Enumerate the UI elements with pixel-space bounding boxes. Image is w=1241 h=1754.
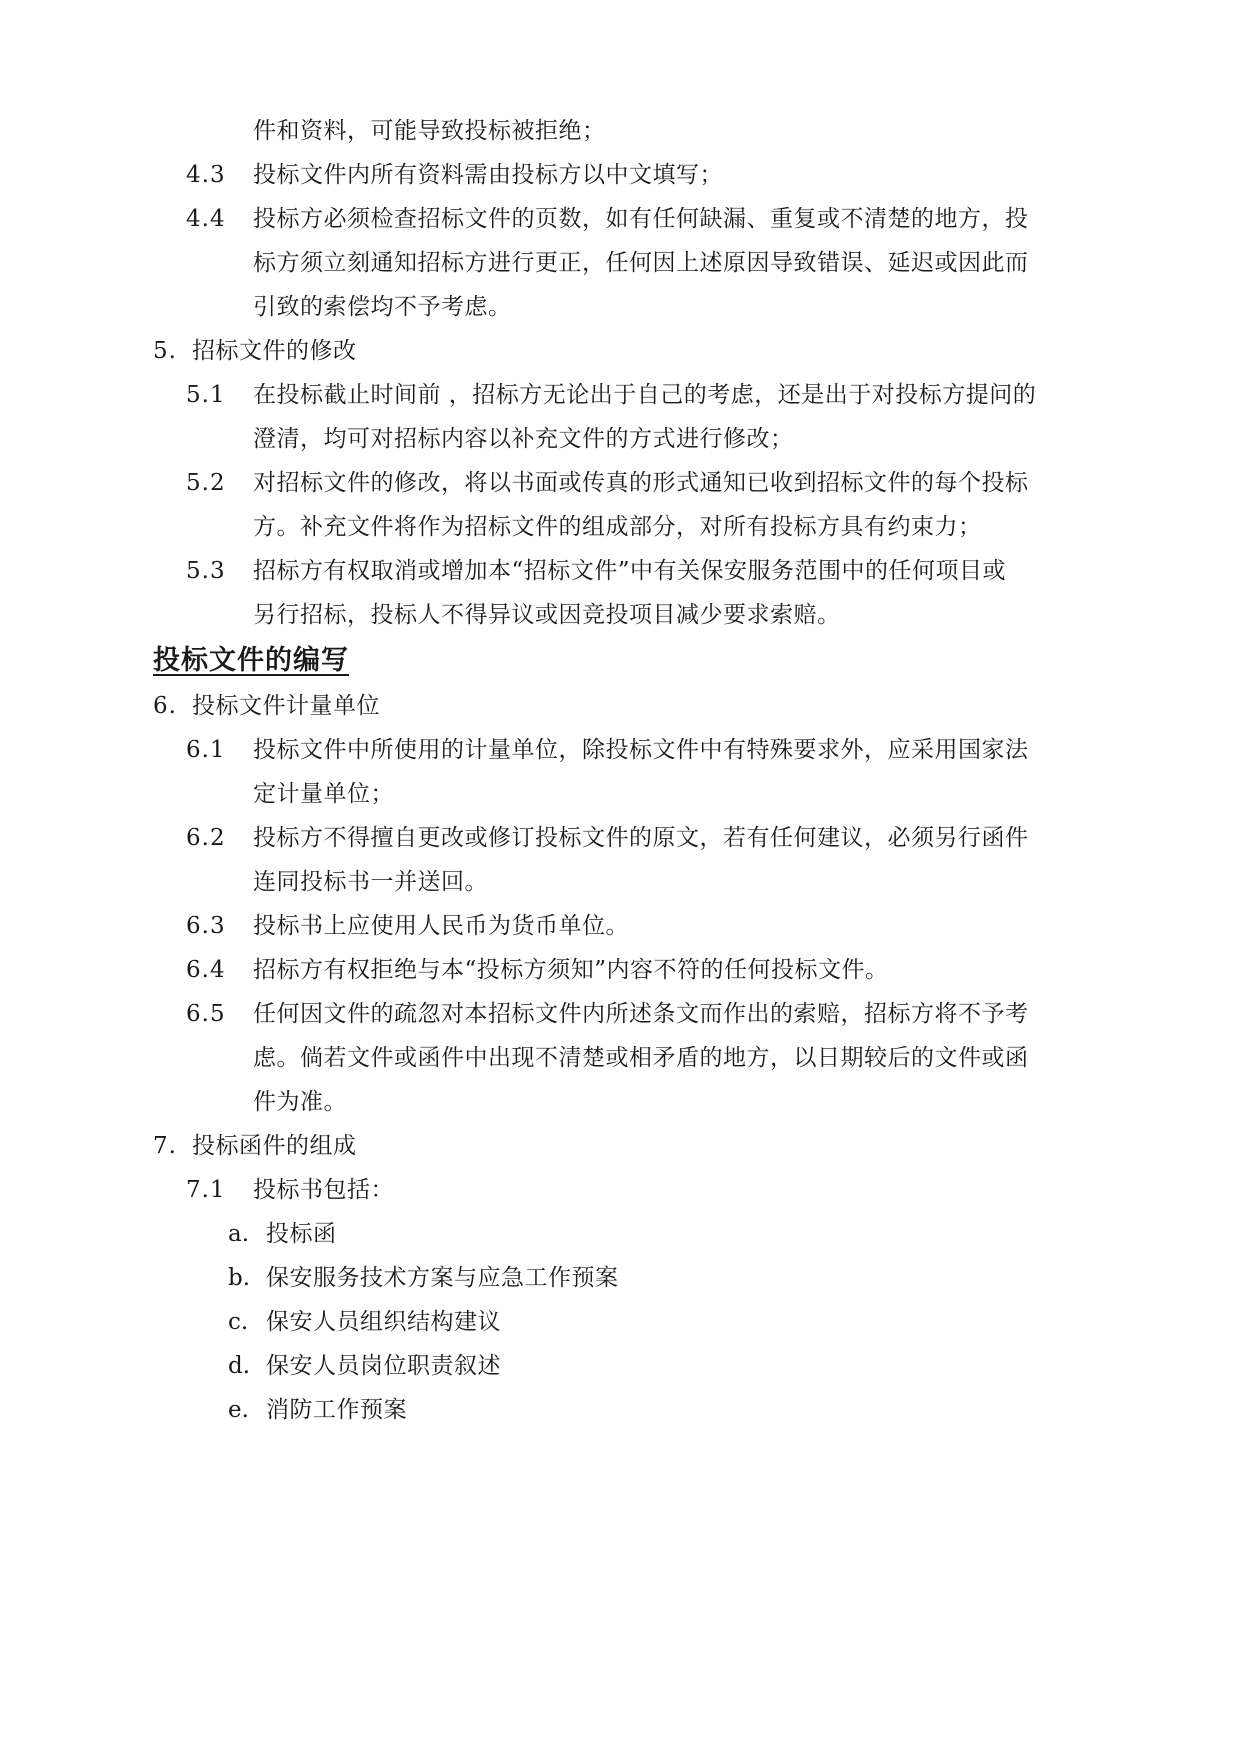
section-title-7: 投标函件的组成 bbox=[192, 1133, 357, 1159]
clause-6-5-line-3: 件为准。 bbox=[253, 1089, 347, 1115]
sub-item-label-b: b. bbox=[228, 1265, 251, 1291]
clause-number-6-1: 6.1 bbox=[186, 737, 226, 763]
clause-number-5-3: 5.3 bbox=[186, 558, 226, 584]
sub-item-label-a: a. bbox=[228, 1221, 250, 1247]
clause-number-6-5: 6.5 bbox=[186, 1001, 226, 1027]
clause-6-4-line-1: 招标方有权拒绝与本“投标方须知”内容不符的任何投标文件。 bbox=[253, 957, 889, 983]
clause-4-3-line-1: 投标文件内所有资料需由投标方以中文填写； bbox=[253, 162, 723, 188]
section-number-7: 7. bbox=[153, 1133, 177, 1159]
clause-5-2-line-2: 方。补充文件将作为招标文件的组成部分，对所有投标方具有约束力； bbox=[253, 514, 982, 540]
clause-5-1-line-2: 澄清，均可对招标内容以补充文件的方式进行修改； bbox=[253, 426, 794, 452]
sub-item-text-c: 保安人员组织结构建议 bbox=[266, 1309, 501, 1335]
clause-6-2-line-1: 投标方不得擅自更改或修订投标文件的原文，若有任何建议，必须另行函件 bbox=[253, 825, 1029, 851]
clause-number-4-3: 4.3 bbox=[186, 162, 226, 188]
clause-number-5-1: 5.1 bbox=[186, 382, 226, 408]
clause-6-5-line-2: 虑。倘若文件或函件中出现不清楚或相矛盾的地方，以日期较后的文件或函 bbox=[253, 1045, 1029, 1071]
clause-number-6-4: 6.4 bbox=[186, 957, 226, 983]
clause-number-5-2: 5.2 bbox=[186, 470, 226, 496]
sub-item-label-c: c. bbox=[228, 1309, 249, 1335]
clause-4-4-line-3: 引致的索偿均不予考虑。 bbox=[253, 294, 512, 320]
clause-4-4-line-1: 投标方必须检查招标文件的页数，如有任何缺漏、重复或不清楚的地方，投 bbox=[253, 206, 1029, 232]
clause-6-1-line-2: 定计量单位； bbox=[253, 781, 394, 807]
continuation-line: 件和资料，可能导致投标被拒绝； bbox=[253, 118, 606, 144]
clause-6-1-line-1: 投标文件中所使用的计量单位，除投标文件中有特殊要求外，应采用国家法 bbox=[253, 737, 1029, 763]
section-heading: 投标文件的编写 bbox=[153, 645, 349, 676]
clause-4-4-line-2: 标方须立刻通知招标方进行更正，任何因上述原因导致错误、延迟或因此而 bbox=[253, 250, 1029, 276]
clause-5-3-line-2: 另行招标，投标人不得异议或因竞投项目减少要求索赔。 bbox=[253, 602, 841, 628]
sub-item-text-d: 保安人员岗位职责叙述 bbox=[266, 1353, 501, 1379]
section-number-5: 5. bbox=[153, 338, 177, 364]
clause-5-1-line-1: 在投标截止时间前 ，招标方无论出于自己的考虑，还是出于对投标方提问的 bbox=[253, 382, 1037, 408]
clause-6-3-line-1: 投标书上应使用人民币为货币单位。 bbox=[253, 913, 629, 939]
section-number-6: 6. bbox=[153, 693, 177, 719]
clause-5-3-line-1: 招标方有权取消或增加本“招标文件”中有关保安服务范围中的任何项目或 bbox=[253, 558, 1007, 584]
sub-item-label-e: e. bbox=[228, 1397, 249, 1423]
section-title-5: 招标文件的修改 bbox=[192, 338, 357, 364]
section-title-6: 投标文件计量单位 bbox=[192, 693, 380, 719]
clause-6-5-line-1: 任何因文件的疏忽对本招标文件内所述条文而作出的索赔，招标方将不予考 bbox=[253, 1001, 1029, 1027]
clause-number-4-4: 4.4 bbox=[186, 206, 226, 232]
clause-6-2-line-2: 连同投标书一并送回。 bbox=[253, 869, 488, 895]
sub-item-text-e: 消防工作预案 bbox=[266, 1397, 407, 1423]
clause-number-7-1: 7.1 bbox=[186, 1177, 226, 1203]
clause-7-1-line-1: 投标书包括： bbox=[253, 1177, 394, 1203]
clause-5-2-line-1: 对招标文件的修改，将以书面或传真的形式通知已收到招标文件的每个投标 bbox=[253, 470, 1029, 496]
clause-number-6-2: 6.2 bbox=[186, 825, 226, 851]
sub-item-label-d: d. bbox=[228, 1353, 251, 1379]
sub-item-text-a: 投标函 bbox=[266, 1221, 337, 1247]
clause-number-6-3: 6.3 bbox=[186, 913, 226, 939]
sub-item-text-b: 保安服务技术方案与应急工作预案 bbox=[266, 1265, 619, 1291]
